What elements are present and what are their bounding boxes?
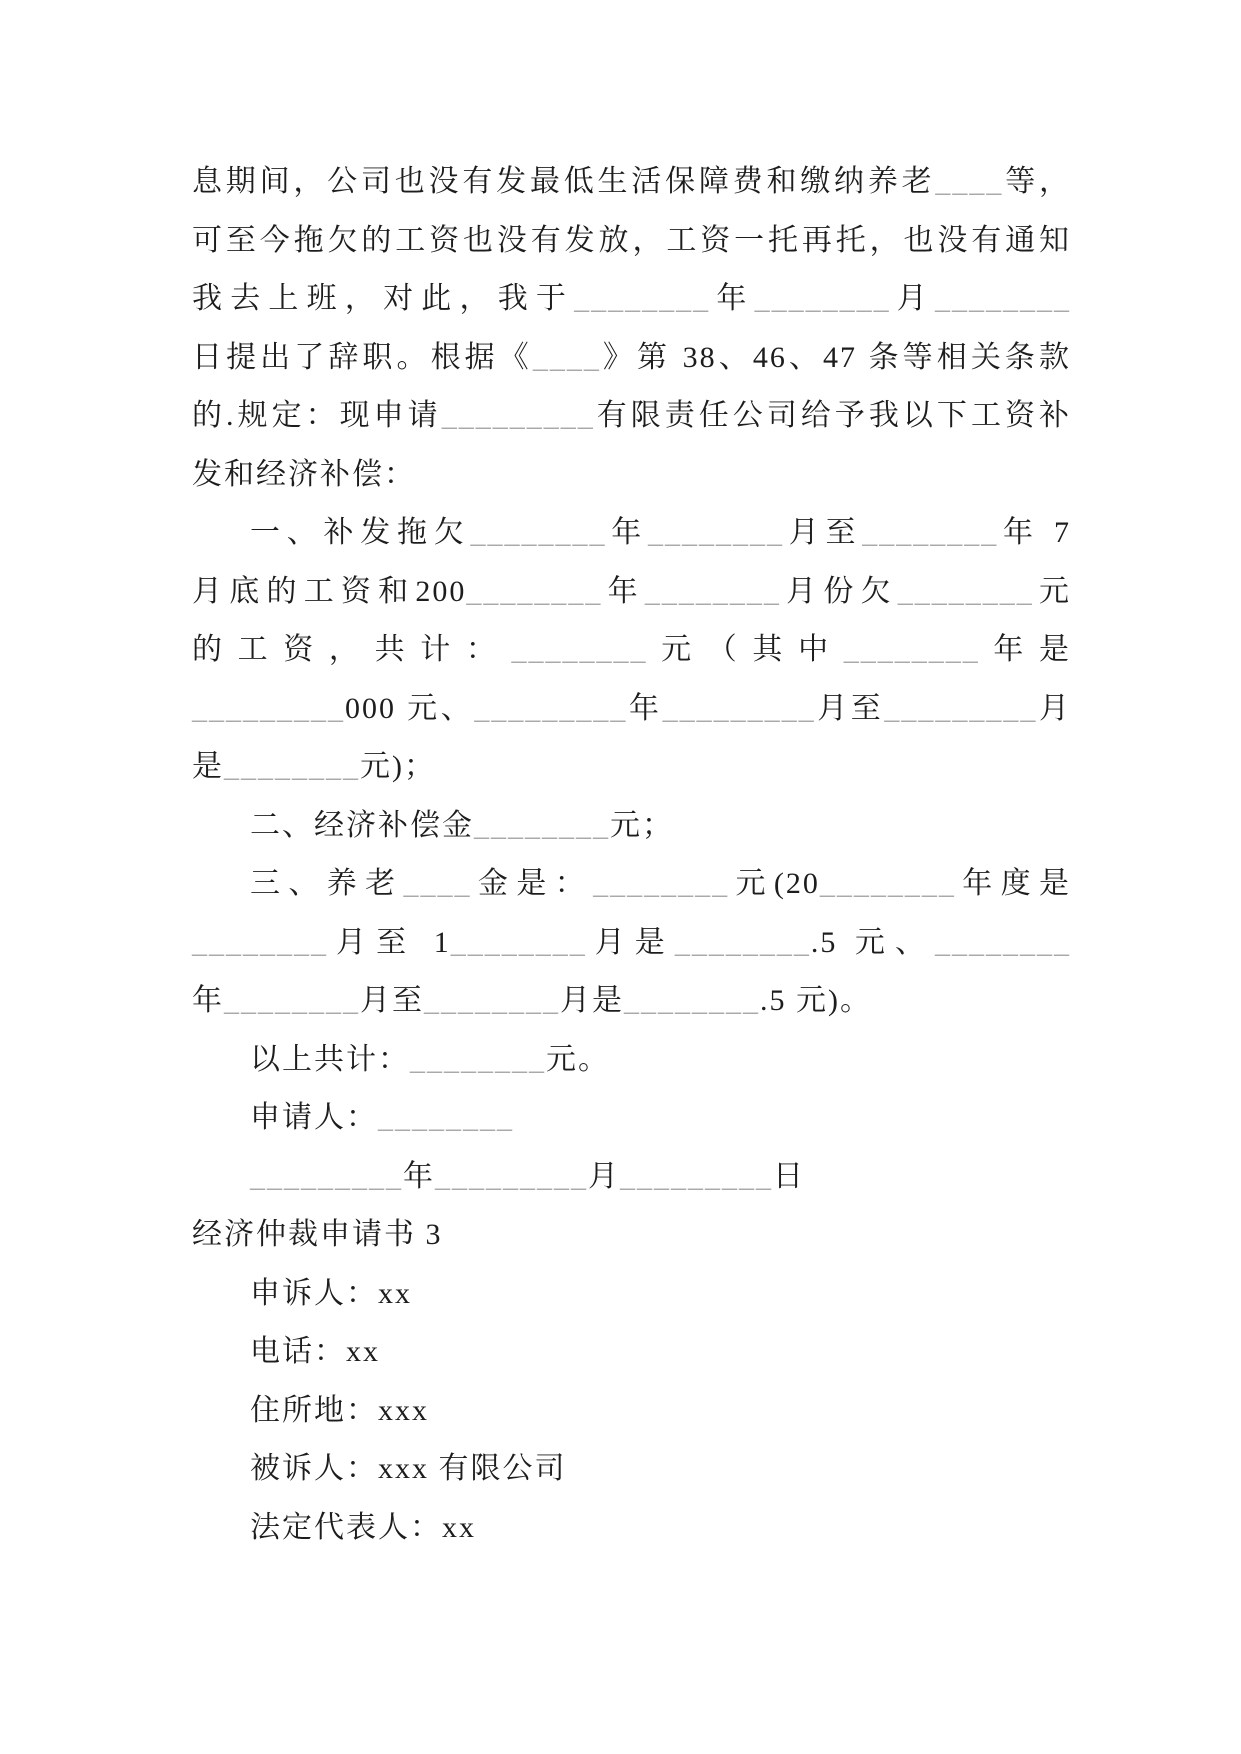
document-line (192, 972, 1071, 1031)
text-run: 年 (192, 984, 224, 1017)
text-run: 月 (588, 1159, 620, 1193)
document-line (192, 1499, 1071, 1558)
document-line (192, 212, 1071, 271)
text-run: 月至 1 (328, 925, 451, 959)
text-run: 日 (773, 1159, 805, 1193)
text-run: 发和经济补偿： (192, 457, 416, 491)
text-run: 元。 (546, 1042, 610, 1076)
text-run: 我去上班，对此，我于 (192, 282, 575, 315)
blank-field: ________ (224, 750, 360, 783)
text-run: 二、经济补偿金 (250, 808, 474, 842)
text-run: 申诉人：xx (250, 1276, 412, 1310)
blank-field: ________ (466, 574, 603, 608)
text-run: 月至 (784, 516, 863, 549)
document-line (192, 1206, 1071, 1265)
text-run: 金是： (471, 867, 594, 900)
blank-field: ________ (410, 1042, 546, 1076)
blank-field: ________ (624, 984, 760, 1017)
text-run: 三、养老 (250, 867, 404, 900)
text-run: 元（其中 (647, 633, 844, 666)
text-run: 年 (602, 574, 645, 608)
blank-field: ________ (511, 633, 648, 666)
text-run: 是 (192, 750, 224, 783)
blank-field: ________ (862, 516, 999, 549)
text-run: 元 (1033, 574, 1072, 608)
text-run: 住所地：xxx (250, 1393, 429, 1427)
blank-field: ________ (674, 925, 811, 959)
blank-field: ________ (574, 282, 711, 315)
text-run: .5 元、 (810, 925, 936, 959)
blank-field: _________ (620, 1159, 773, 1193)
text-run: 的.规定：现申请 (192, 399, 442, 432)
document-line (192, 563, 1071, 622)
blank-field: ________ (897, 574, 1034, 608)
blank-field: _________ (441, 399, 595, 432)
blank-field: _________ (435, 1159, 588, 1193)
text-run: 有限责任公司给予我以下工资补 (594, 399, 1072, 432)
blank-field: ________ (470, 516, 607, 549)
text-run: 》第 38、46、47 条等相关条款 (600, 340, 1072, 374)
document-line (192, 1382, 1071, 1441)
text-run: 年 (606, 516, 648, 549)
document-line (192, 1031, 1071, 1090)
text-run: 等， (1003, 165, 1072, 198)
text-run: 月至 (360, 984, 424, 1017)
document-line (192, 504, 1071, 563)
document-line (192, 1440, 1071, 1499)
text-run: 日提出了辞职。根据《 (192, 340, 533, 374)
document-line (192, 855, 1071, 914)
text-run: 电话：xx (250, 1335, 380, 1368)
blank-field: ________ (819, 867, 956, 900)
text-run: 年 (710, 282, 755, 315)
text-run: 元； (610, 808, 674, 842)
blank-field: ________ (424, 984, 560, 1017)
blank-field: ________ (648, 516, 784, 549)
text-run: 月底的工资和200 (192, 574, 467, 608)
text-run: 月是 (560, 984, 624, 1017)
blank-field: ________ (192, 925, 328, 959)
document-line (192, 680, 1071, 739)
text-run: 月至 (815, 691, 885, 725)
text-run: 申请人： (250, 1101, 378, 1134)
text-run: 年是 (979, 633, 1072, 666)
blank-field: ________ (644, 574, 781, 608)
blank-field: ____ (532, 340, 601, 374)
document-line (192, 621, 1071, 680)
blank-field: ________ (593, 867, 730, 900)
document-line (192, 270, 1071, 329)
text-run: 年 (403, 1159, 435, 1193)
text-run: 法定代表人：xx (250, 1510, 476, 1544)
document-line (192, 797, 1071, 856)
text-run: 的工资，共计： (192, 633, 512, 666)
text-run: 年 7 (998, 516, 1071, 549)
blank-field: _________ (192, 691, 345, 725)
text-run: 月是 (586, 925, 675, 959)
text-run: 月 (890, 282, 936, 315)
blank-field: ________ (450, 925, 587, 959)
blank-field: ____ (935, 165, 1004, 198)
text-run: 被诉人：xxx 有限公司 (250, 1452, 567, 1485)
text-run: 元)； (360, 750, 436, 783)
blank-field: ________ (843, 633, 980, 666)
blank-field: _________ (250, 1159, 403, 1193)
blank-field: ________ (474, 808, 610, 842)
text-run: 月份欠 (780, 574, 898, 608)
blank-field: ____ (403, 867, 472, 900)
text-run: 可至今拖欠的工资也没有发放，工资一托再托，也没有通知 (192, 223, 1071, 257)
text-run: 元(20 (729, 867, 820, 900)
blank-field: ________ (224, 984, 360, 1017)
document-line (192, 914, 1071, 973)
document-line (192, 1089, 1071, 1148)
document-line (192, 329, 1071, 388)
document-line (192, 153, 1071, 212)
text-run: 年 (627, 691, 663, 725)
blank-field: ________ (754, 282, 891, 315)
blank-field: _________ (884, 691, 1038, 725)
document-line (192, 1148, 1071, 1207)
document-line (192, 738, 1071, 797)
blank-field: ________ (935, 925, 1072, 959)
text-run: 经济仲裁申请书 3 (192, 1218, 443, 1251)
document-line (192, 446, 1071, 505)
text-run: 月 (1037, 691, 1072, 725)
text-run: 年度是 (955, 867, 1072, 900)
blank-field: ________ (378, 1101, 514, 1134)
blank-field: ________ (935, 282, 1072, 315)
text-run: .5 元)。 (760, 984, 872, 1017)
document-line (192, 1265, 1071, 1324)
text-run: 一、补发拖欠 (250, 516, 471, 549)
blank-field: _________ (474, 691, 628, 725)
text-run: 息期间，公司也没有发最低生活保障费和缴纳养老 (192, 165, 936, 198)
text-run: 000 元、 (345, 691, 475, 725)
document-line (192, 1323, 1071, 1382)
document-line (192, 387, 1071, 446)
text-run: 以上共计： (250, 1042, 410, 1076)
blank-field: _________ (662, 691, 816, 725)
